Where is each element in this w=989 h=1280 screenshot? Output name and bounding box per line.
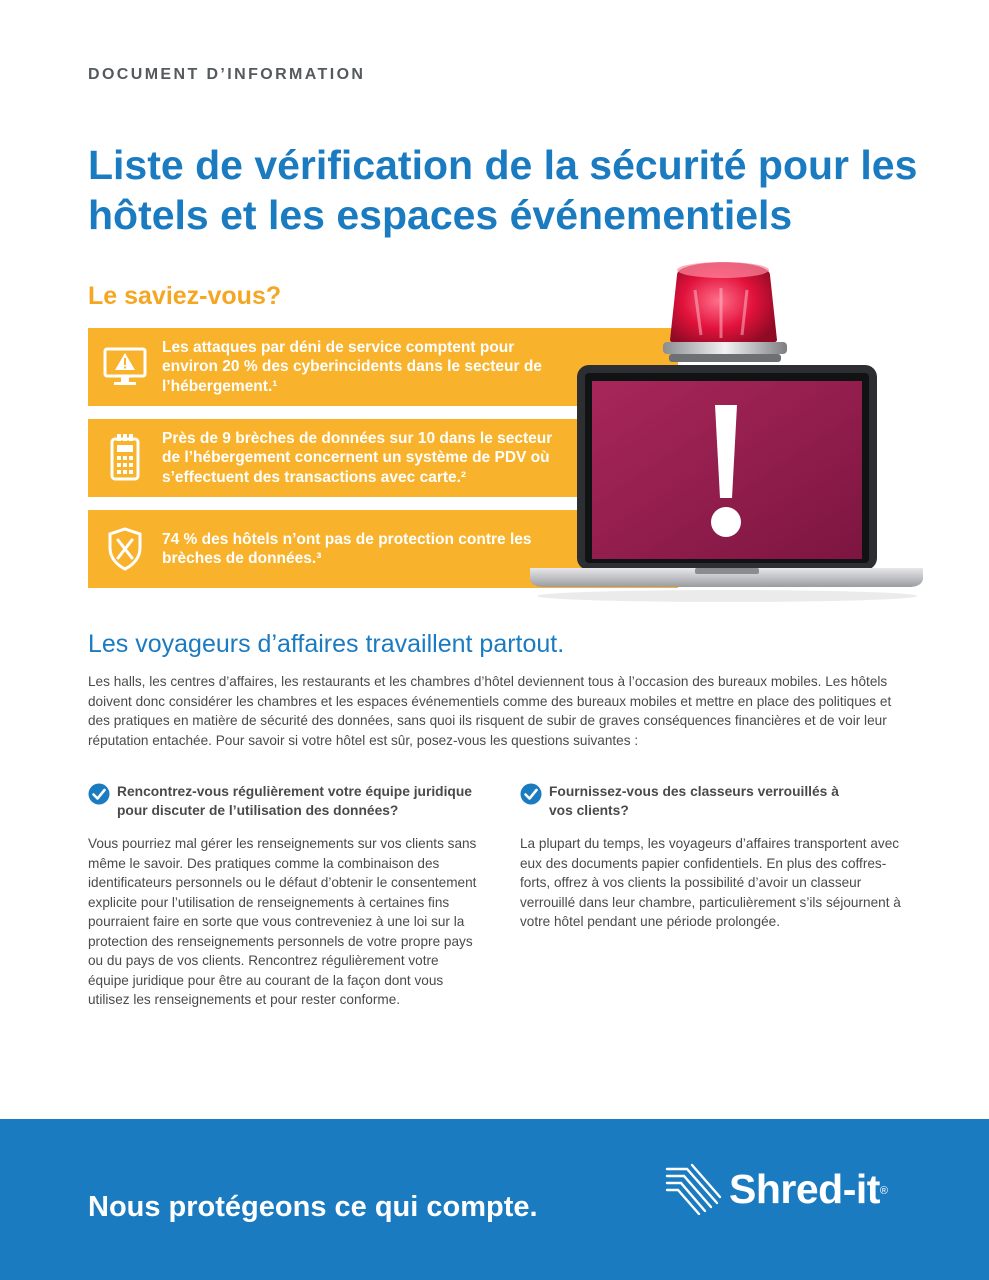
- monitor-alert-icon: [88, 328, 162, 406]
- registered-mark: ®: [879, 1185, 889, 1197]
- brand-logo: [665, 1163, 888, 1215]
- question-block-cabinets: [520, 782, 910, 932]
- answer-text: Vous pourriez mal gérer les renseignements sur vos clients sans même le savoir. Des pratiques comme la combinaison des identificateurs personnels ou le défaut d’obtenir le consentement explicite pour l’utilisation de renseignements à certaines fins pourraient faire en sorte que vous contreveniez à une loi sur la protection des renseignements personnels de votre propre pays ou du pays de vos clients. Rencontrez régulièrement votre équipe juridique pour être au courant de la façon dont vous utilisez les renseignements et pour rester conforme.: [88, 836, 477, 1007]
- fact-text: Près de 9 brèches de données sur 10 dans le secteur de l’hébergement concernent un système de PDV où s’effectuent des transactions avec carte.²: [162, 429, 553, 486]
- did-you-know-heading: Le saviez-vous?: [88, 282, 282, 310]
- footer-slogan: Nous protégeons ce qui compte.: [88, 1191, 538, 1223]
- check-circle-icon: [88, 783, 110, 805]
- fact-text: 74 % des hôtels n’ont pas de protection contre les brèches de données.³: [162, 530, 532, 567]
- pos-terminal-icon: [88, 419, 162, 497]
- fact-text: Les attaques par déni de service comptent pour environ 20 % des cyberincidents dans le secteur de l’hébergement.¹: [162, 338, 542, 395]
- question-text: Fournissez-vous des classeurs verrouillés à vos clients?: [549, 784, 839, 818]
- shield-x-icon: [88, 510, 162, 588]
- question-block-legal: [88, 782, 478, 1010]
- intro-paragraph: Les halls, les centres d’affaires, les restaurants et les chambres d’hôtel deviennent tous à l’occasion des bureaux mobiles. Les hôtels doivent donc considérer les chambres et les espaces événementiels comme des bureaux mobiles et mettre en place des politiques et des pratiques en matière de sécurité des données, sans quoi ils risquent de subir de graves conséquences financières et de voir leur réputation entachée. Pour savoir si votre hôtel est sûr, posez-vous les questions suivantes :: [88, 674, 892, 748]
- shred-lines-icon: [665, 1163, 723, 1215]
- laptop-siren-illustration: [525, 250, 935, 610]
- check-circle-icon: [520, 783, 542, 805]
- question-text: Rencontrez-vous régulièrement votre équipe juridique pour discuter de l’utilisation des données?: [117, 784, 472, 818]
- brand-name: Shred-it: [729, 1165, 880, 1212]
- section-heading: Les voyageurs d’affaires travaillent partout.: [88, 630, 565, 658]
- answer-text: La plupart du temps, les voyageurs d’affaires transportent avec eux des documents papier confidentiels. En plus des coffres-forts, offrez à vos clients la possibilité d’avoir un classeur verrouillé dans leur chambre, particulièrement s’ils séjournent à votre hôtel pendant une période prolongée.: [520, 836, 901, 929]
- document-type-label: DOCUMENT D’INFORMATION: [88, 66, 366, 83]
- page-title: Liste de vérification de la sécurité pour les hôtels et les espaces événementiels: [88, 142, 918, 238]
- footer-banner: [0, 1119, 989, 1280]
